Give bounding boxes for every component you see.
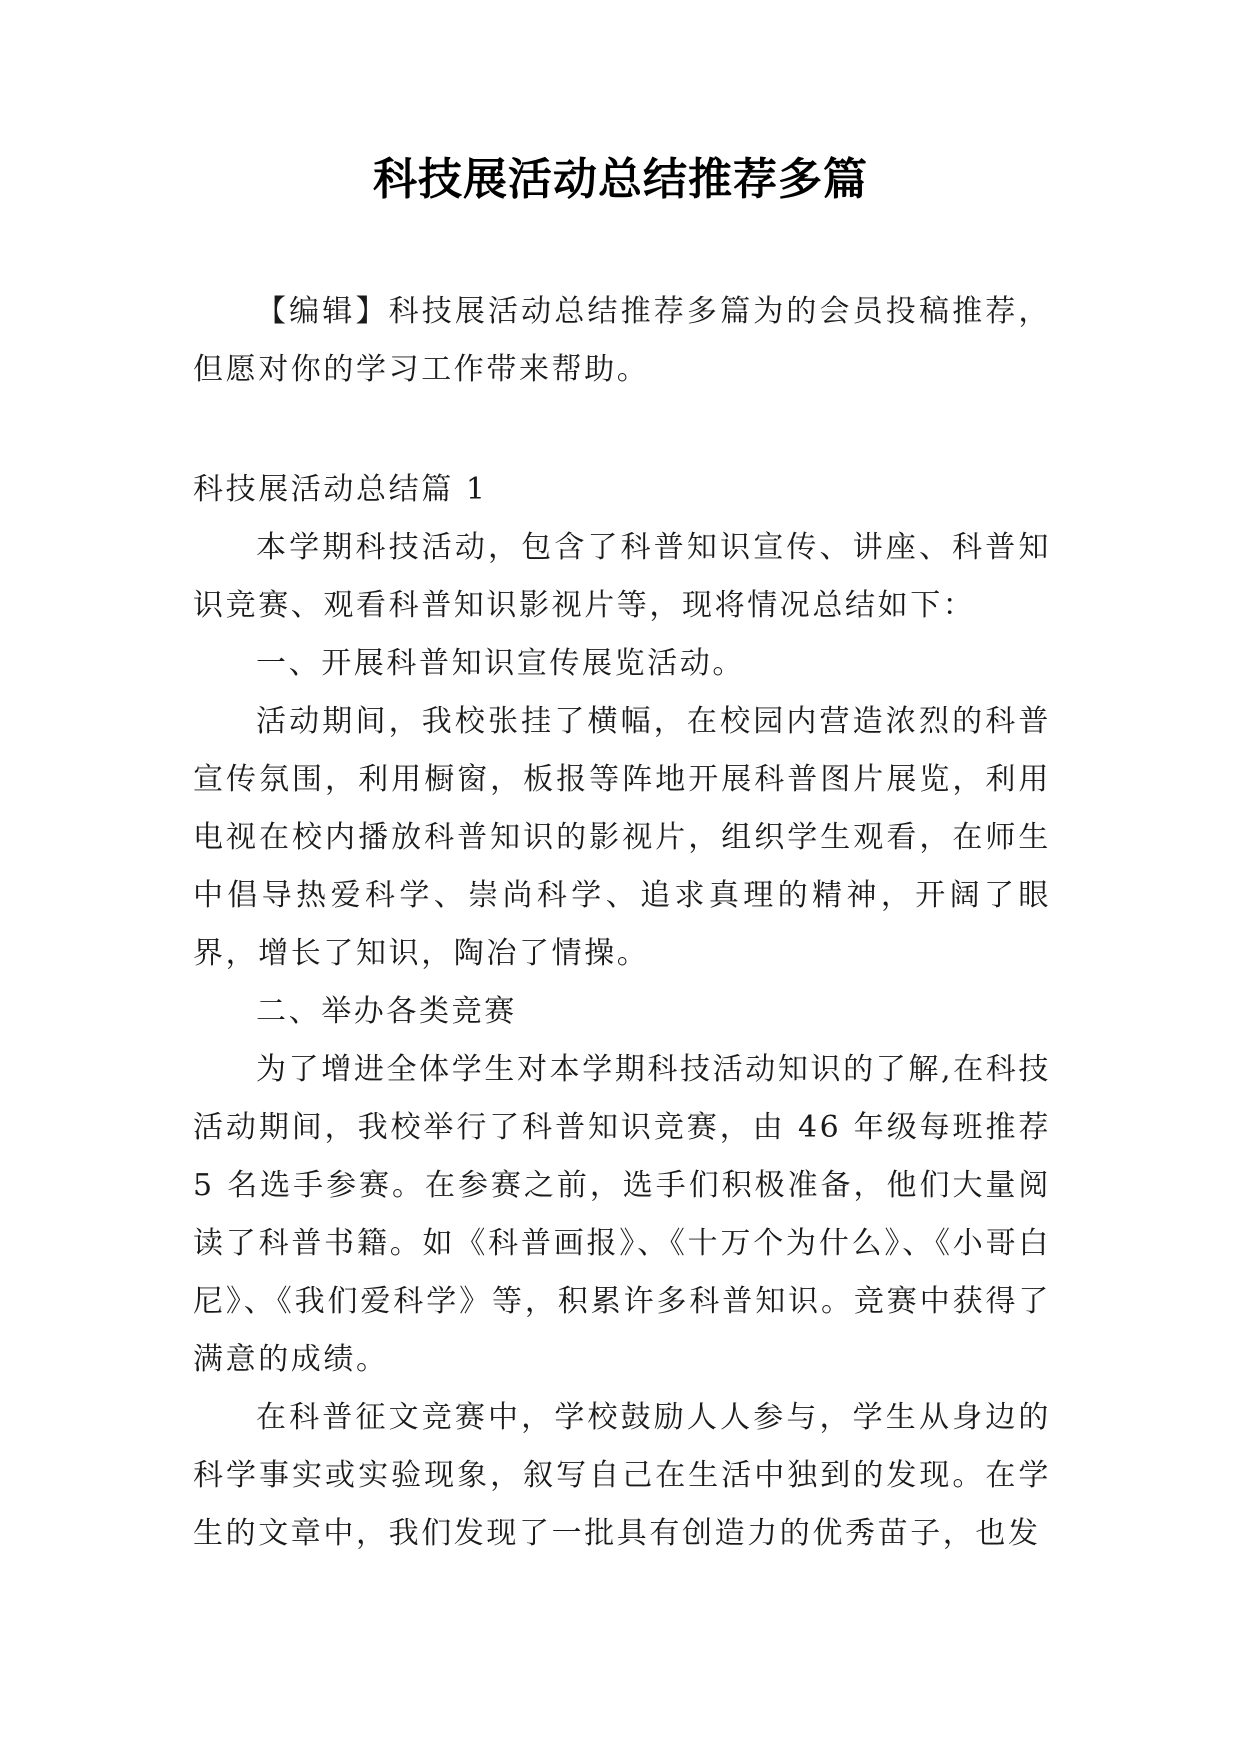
subheading: 一、开展科普知识宣传展览活动。	[256, 646, 745, 681]
paragraph: 活动期间，我校张挂了横幅，在校园内营造浓烈的科普宣传氛围，利用橱窗，板报等阵地开展科普图片展览，利用电视在校内播放科普知识的影视片，组织学生观看，在师生中倡导热爱科学、崇尚科学、追求真理的精神，开阔了眼界，增长了知识，陶冶了情操。	[193, 704, 1051, 971]
page-title: 科技展活动总结推荐多篇	[373, 154, 868, 205]
subheading: 二、举办各类竞赛	[256, 994, 517, 1029]
paragraph: 为了增进全体学生对本学期科技活动知识的了解,在科技活动期间，我校举行了科普知识竞赛，由 46 年级每班推荐 5 名选手参赛。在参赛之前，选手们积极准备，他们大量阅读了科普书籍。如《科普画报》、《十万个为什么》、《小哥白尼》、《我们爱科学》等，积累许多科普知识。竞赛中获得了满意的成绩。	[193, 1052, 1051, 1377]
intro-paragraph: 【编辑】科技展活动总结推荐多篇为的会员投稿推荐，但愿对你的学习工作带来帮助。	[193, 294, 1051, 387]
article-body	[193, 461, 1051, 1563]
paragraph: 在科普征文竞赛中，学校鼓励人人参与，学生从身边的科学事实或实验现象，叙写自己在生活中独到的发现。在学生的文章中，我们发现了一批具有创造力的优秀苗子，也发	[193, 1400, 1051, 1551]
intro-block	[193, 283, 1051, 399]
paragraph: 本学期科技活动，包含了科普知识宣传、讲座、科普知识竞赛、观看科普知识影视片等，现将情况总结如下：	[193, 530, 1051, 623]
section-heading: 科技展活动总结篇 1	[193, 472, 488, 507]
